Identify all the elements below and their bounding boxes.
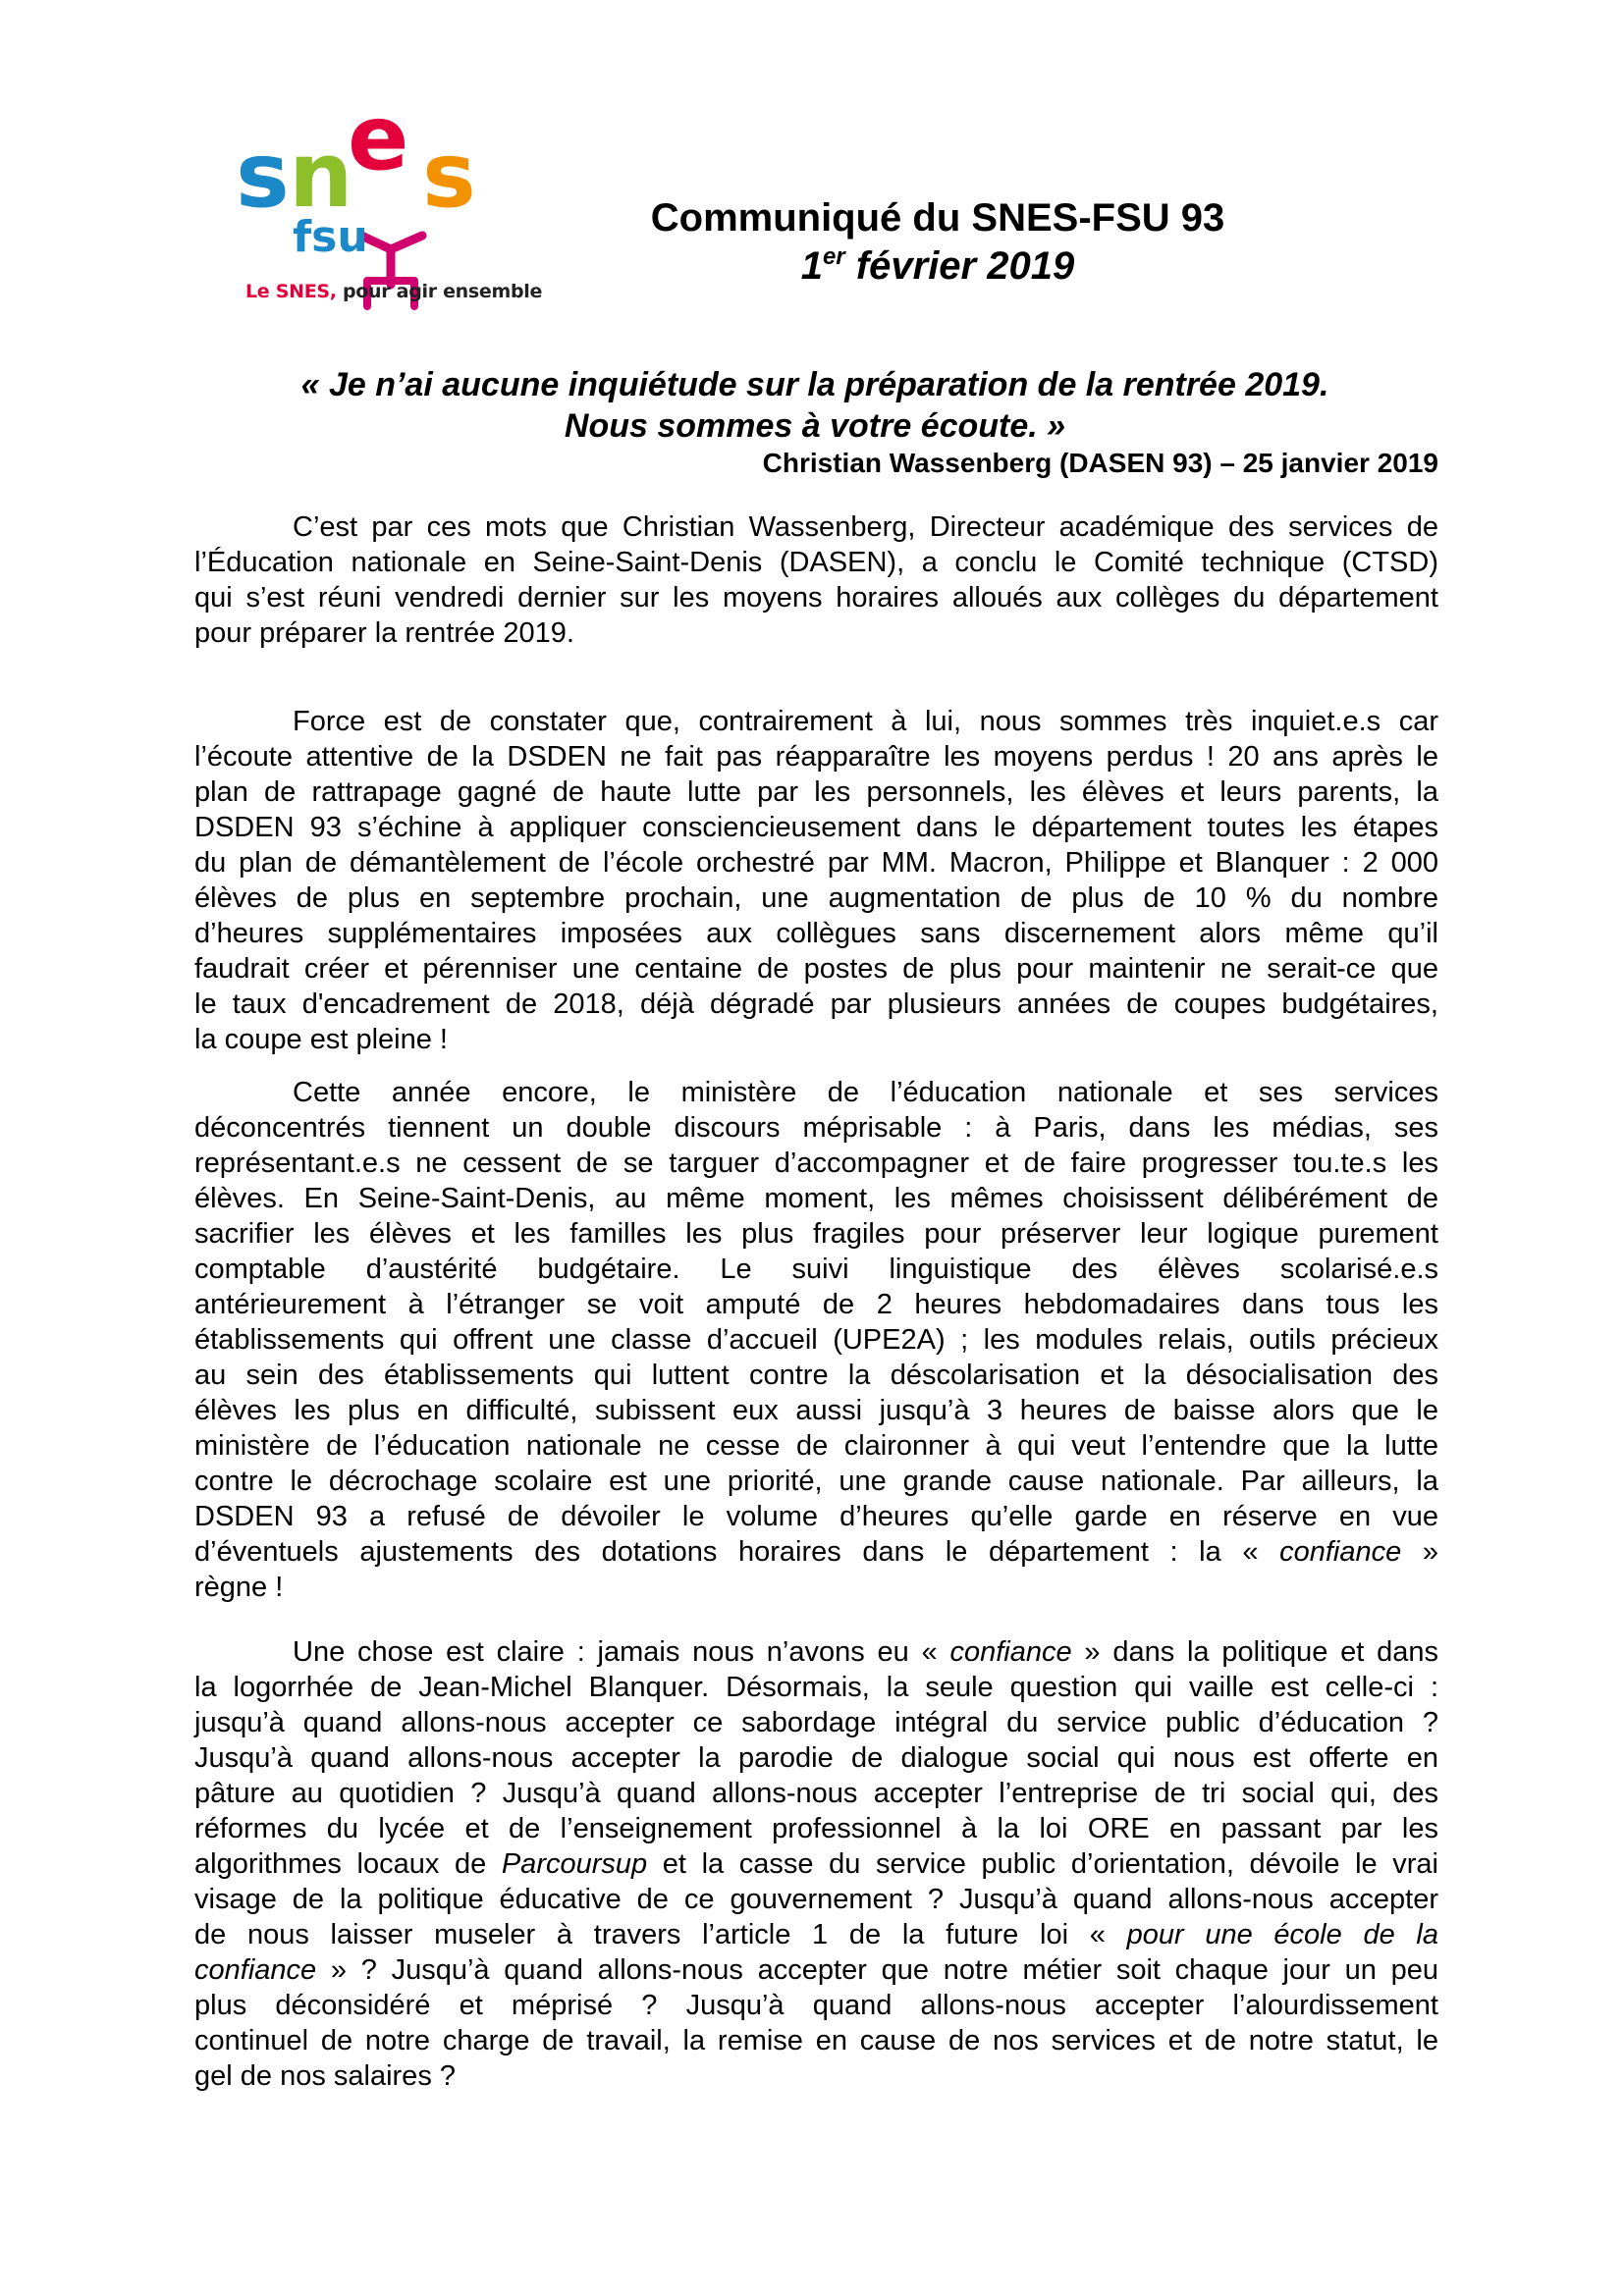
paragraph-2 bbox=[194, 704, 1438, 1057]
svg-text:fsu: fsu bbox=[293, 212, 368, 262]
paragraph-line: gel de nos salaires ? bbox=[194, 2060, 456, 2092]
logo-tagline bbox=[245, 281, 542, 302]
paragraph-line: visage de la politique éducative de ce gouvernement ? Jusqu’à quand allons-nous accepter bbox=[194, 1884, 1438, 1915]
line-text: algorithmes locaux de bbox=[194, 1848, 502, 1880]
svg-text:s: s bbox=[236, 123, 290, 228]
paragraph-line: l’Éducation nationale en Seine-Saint-Denis (DASEN), a conclu le Comité technique (CTSD) bbox=[194, 547, 1438, 578]
paragraph-3 bbox=[194, 1075, 1438, 1605]
paragraph-line: continuel de notre charge de travail, la remise en cause de nos services et de notre statut, le bbox=[194, 2025, 1438, 2056]
paragraph-line: sacrifier les élèves et les familles les plus fragiles pour préserver leur logique purement bbox=[194, 1218, 1438, 1250]
date-day: 1 bbox=[800, 244, 824, 288]
paragraph-line: Jusqu’à quand allons-nous accepter la parodie de dialogue social qui nous est offerte en bbox=[194, 1742, 1438, 1774]
line-text: Une chose est claire : jamais nous n’avons eu « bbox=[293, 1636, 950, 1668]
snes-fsu-logo bbox=[236, 85, 550, 310]
svg-text:s: s bbox=[422, 123, 476, 228]
paragraph-line: représentant.e.s ne cessent de se targuer d’accompagner et de faire progresser tou.te.s les bbox=[194, 1148, 1438, 1179]
date-month-year: février 2019 bbox=[844, 244, 1075, 288]
svg-text:e: e bbox=[348, 85, 409, 190]
paragraph-line bbox=[194, 1846, 1438, 1882]
paragraph-line: la logorrhée de Jean-Michel Blanquer. Désormais, la seule question qui vaille est celle-ci : bbox=[194, 1672, 1438, 1703]
document-date bbox=[638, 242, 1237, 290]
line-text: » dans la politique et dans bbox=[1071, 1636, 1438, 1668]
quote-line-1: « Je n’ai aucune inquiétude sur la préparation de la rentrée 2019. bbox=[300, 366, 1329, 403]
paragraph-line: du plan de démantèlement de l’école orchestré par MM. Macron, Philippe et Blanquer : 2 000 bbox=[194, 847, 1438, 879]
quote-attribution: Christian Wassenberg (DASEN 93) – 25 janvier 2019 bbox=[762, 448, 1438, 478]
paragraph-line: jusqu’à quand allons-nous accepter ce sabordage intégral du service public d’éducation ? bbox=[194, 1707, 1438, 1738]
paragraph-line: d’heures supplémentaires imposées aux collègues sans discernement alors même qu’il bbox=[194, 918, 1438, 949]
line-text: de nous laisser museler à travers l’article 1 de la future loi « bbox=[194, 1919, 1127, 1950]
paragraph-line: l’écoute attentive de la DSDEN ne fait pas réapparaître les moyens perdus ! 20 ans après le bbox=[194, 741, 1438, 773]
paragraph-line: règne ! bbox=[194, 1572, 284, 1603]
paragraph-line: DSDEN 93 a refusé de dévoiler le volume d’heures qu’elle garde en réserve en vue bbox=[194, 1501, 1438, 1532]
paragraph-line: réformes du lycée et de l’enseignement professionnel à la loi ORE en passant par les bbox=[194, 1813, 1438, 1844]
paragraph-line: la coupe est pleine ! bbox=[194, 1024, 448, 1055]
logo-tagline-text: pour agir ensemble bbox=[336, 281, 543, 302]
paragraph-line: déconcentrés tiennent un double discours méprisable : à Paris, dans les médias, ses bbox=[194, 1112, 1438, 1144]
svg-text:n: n bbox=[289, 123, 353, 228]
emphasis-law-title: pour une école de la bbox=[1126, 1919, 1439, 1950]
paragraph-line: pour préparer la rentrée 2019. bbox=[194, 617, 574, 649]
line-text: d’éventuels ajustements des dotations horaires dans le département : la « bbox=[194, 1536, 1280, 1568]
paragraph-line: ministère de l’éducation nationale ne cesse de claironner à qui veut l’entendre que la lutte bbox=[194, 1430, 1438, 1462]
emphasis-parcoursup: Parcoursup bbox=[501, 1848, 648, 1880]
emphasis-confiance: confiance bbox=[1279, 1536, 1402, 1568]
date-ordinal: er bbox=[823, 243, 845, 270]
paragraph-4 bbox=[194, 1634, 1438, 2094]
line-text: » bbox=[1401, 1536, 1439, 1568]
paragraph-line: antérieurement à l’étranger se voit amputé de 2 heures hebdomadaires dans tous les bbox=[194, 1289, 1438, 1320]
paragraph-line: qui s’est réuni vendredi dernier sur les moyens horaires alloués aux collèges du département bbox=[194, 582, 1438, 614]
line-text: » ? Jusqu’à quand allons-nous accepter que notre métier soit chaque jour un peu bbox=[316, 1954, 1438, 1986]
paragraph-line: comptable d’austérité budgétaire. Le suivi linguistique des élèves scolarisé.e.s bbox=[194, 1254, 1438, 1285]
paragraph-line: contre le décrochage scolaire est une priorité, une grande cause nationale. Par ailleurs, la bbox=[194, 1466, 1438, 1497]
paragraph-line: faudrait créer et pérenniser une centaine de postes de plus pour maintenir ne serait-ce que bbox=[194, 953, 1438, 985]
paragraph-line: au sein des établissements qui luttent contre la déscolarisation et la désocialisation des bbox=[194, 1360, 1438, 1391]
paragraph-line bbox=[194, 1534, 1438, 1570]
paragraph-line: plus déconsidéré et méprisé ? Jusqu’à quand allons-nous accepter l’alourdissement bbox=[194, 1990, 1438, 2021]
paragraph-line bbox=[194, 1952, 1438, 1988]
logo-tagline-brand: Le SNES, bbox=[245, 281, 337, 302]
paragraph-line: établissements qui offrent une classe d’accueil (UPE2A) ; les modules relais, outils précieux bbox=[194, 1324, 1438, 1356]
emphasis-confiance: confiance bbox=[194, 1954, 317, 1986]
paragraph-line: Cette année encore, le ministère de l’éducation nationale et ses services bbox=[293, 1077, 1438, 1108]
line-text: et la casse du service public d’orientation, dévoile le vrai bbox=[647, 1848, 1438, 1880]
paragraph-line: plan de rattrapage gagné de haute lutte par les personnels, les élèves et leurs parents, la bbox=[194, 776, 1438, 808]
emphasis-confiance: confiance bbox=[949, 1636, 1072, 1668]
paragraph-line: élèves de plus en septembre prochain, une augmentation de plus de 10 % du nombre bbox=[194, 882, 1438, 914]
paragraph-line: élèves. En Seine-Saint-Denis, au même moment, les mêmes choisissent délibérément de bbox=[194, 1183, 1438, 1214]
paragraph-line: Force est de constater que, contrairement à lui, nous sommes très inquiet.e.s car bbox=[293, 706, 1438, 737]
quote-line-2: Nous sommes à votre écoute. » bbox=[564, 407, 1066, 445]
paragraph-line: C’est par ces mots que Christian Wassenberg, Directeur académique des services de bbox=[293, 511, 1438, 543]
paragraph-line: DSDEN 93 s’échine à appliquer consciencieusement dans le département toutes les étapes bbox=[194, 812, 1438, 843]
paragraph-line bbox=[194, 1917, 1438, 1952]
paragraph-line: pâture au quotidien ? Jusqu’à quand allons-nous accepter l’entreprise de tri social qui, des bbox=[194, 1778, 1438, 1809]
paragraph-line bbox=[194, 1634, 1438, 1670]
paragraph-line: élèves les plus en difficulté, subissent eux aussi jusqu’à 3 heures de baisse alors que le bbox=[194, 1395, 1438, 1426]
document-title: Communiqué du SNES-FSU 93 bbox=[650, 196, 1225, 240]
paragraph-1 bbox=[194, 509, 1438, 651]
paragraph-line: le taux d'encadrement de 2018, déjà dégradé par plusieurs années de coupes budgétaires, bbox=[194, 988, 1438, 1020]
snes-logo-mark-icon bbox=[236, 85, 550, 281]
